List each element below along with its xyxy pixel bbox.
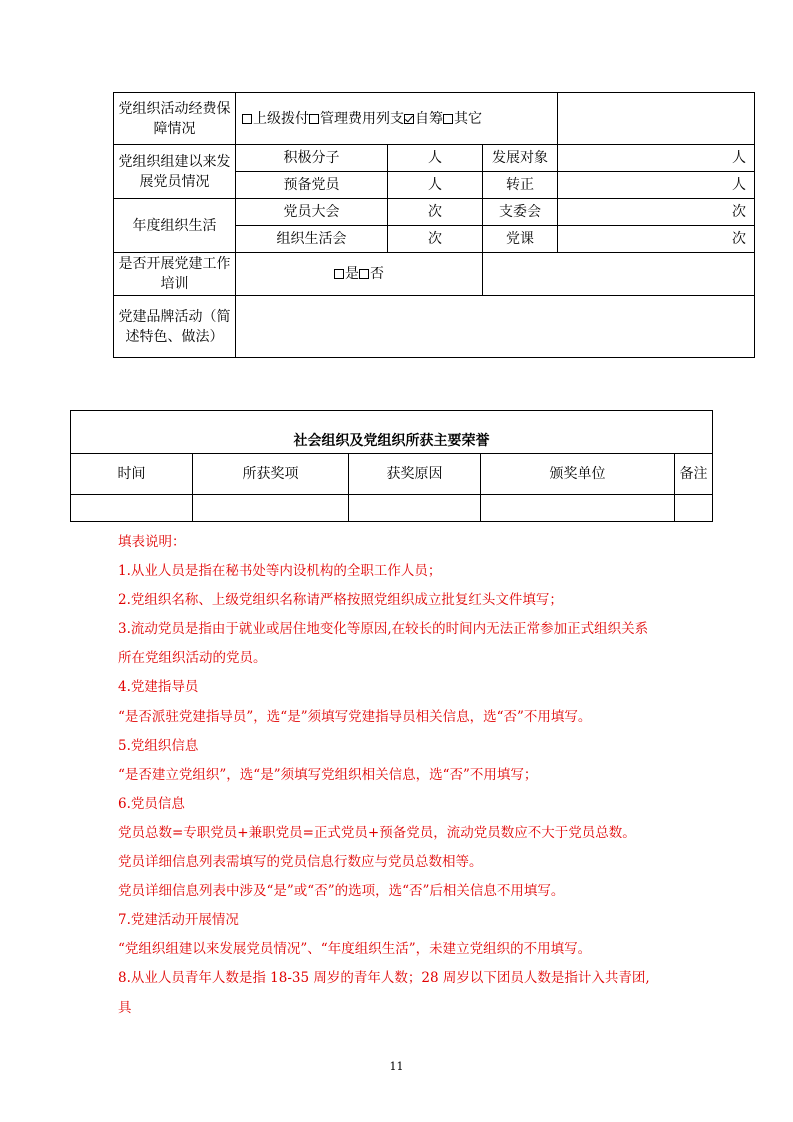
funding-label: 党组织活动经费保障情况 xyxy=(114,93,236,145)
training-blank[interactable] xyxy=(483,253,755,296)
no-option[interactable]: 否 xyxy=(370,266,384,282)
party-activity-table xyxy=(113,92,755,358)
probationary-unit[interactable]: 人 xyxy=(388,172,483,199)
honors-title: 社会组织及党组织所获主要荣誉 xyxy=(71,411,713,454)
note-line: 具 xyxy=(118,999,132,1016)
header-remark: 备注 xyxy=(675,454,713,495)
general-meeting-unit[interactable]: 次 xyxy=(388,199,483,226)
note-line: 5.党组织信息 xyxy=(118,737,199,754)
funding-option[interactable]: 上级拨付 xyxy=(242,111,309,127)
dev-targets-unit[interactable]: 人 xyxy=(558,145,755,172)
cell-award[interactable] xyxy=(193,495,349,522)
funding-options xyxy=(236,93,558,145)
life-meeting-label: 组织生活会 xyxy=(236,226,388,253)
header-reason: 获奖原因 xyxy=(349,454,481,495)
yes-option[interactable]: 是 xyxy=(345,266,359,282)
activists-unit[interactable]: 人 xyxy=(388,145,483,172)
note-line: 党员详细信息列表中涉及“是”或“否”的选项，选“否”后相关信息不用填写。 xyxy=(118,883,565,900)
training-label: 是否开展党建工作培训 xyxy=(114,253,236,296)
branch-committee-label: 支委会 xyxy=(483,199,558,226)
cell-issuer[interactable] xyxy=(481,495,675,522)
note-line: 3.流动党员是指由于就业或居住地变化等原因,在较长的时间内无法正常参加正式组织关系 xyxy=(118,621,649,638)
life-meeting-unit[interactable]: 次 xyxy=(388,226,483,253)
training-options xyxy=(236,253,483,296)
full-member-unit[interactable]: 人 xyxy=(558,172,755,199)
activists-label: 积极分子 xyxy=(236,145,388,172)
checkbox-icon[interactable] xyxy=(334,269,344,279)
checkbox-icon[interactable] xyxy=(359,269,369,279)
note-line: 党员总数=专职党员+兼职党员=正式党员+预备党员，流动党员数应不大于党员总数。 xyxy=(118,824,636,841)
cell-reason[interactable] xyxy=(349,495,481,522)
funding-option[interactable]: 自筹 xyxy=(404,111,443,127)
brand-blank[interactable] xyxy=(236,296,755,358)
probationary-label: 预备党员 xyxy=(236,172,388,199)
header-award: 所获奖项 xyxy=(193,454,349,495)
notes-heading: 填表说明： xyxy=(118,534,186,550)
note-line: 8.从业人员青年人数是指 18-35 周岁的青年人数；28 周岁以下团员人数是指计入共青团, xyxy=(118,970,650,987)
checkbox-icon[interactable] xyxy=(242,114,252,124)
note-line: “是否建立党组织”，选“是”须填写党组织相关信息，选“否”不用填写； xyxy=(118,766,538,783)
members-label: 党组织组建以来发展党员情况 xyxy=(114,145,236,199)
branch-committee-unit[interactable]: 次 xyxy=(558,199,755,226)
header-time: 时间 xyxy=(71,454,193,495)
party-class-unit[interactable]: 次 xyxy=(558,226,755,253)
funding-option[interactable]: 管理费用列支 xyxy=(309,111,404,127)
life-label: 年度组织生活 xyxy=(114,199,236,253)
cell-time[interactable] xyxy=(71,495,193,522)
full-member-label: 转正 xyxy=(483,172,558,199)
note-line: 1.从业人员是指在秘书处等内设机构的全职工作人员； xyxy=(118,563,442,580)
party-class-label: 党课 xyxy=(483,226,558,253)
note-line: 7.党建活动开展情况 xyxy=(118,912,239,929)
cell-remark[interactable] xyxy=(675,495,713,522)
general-meeting-label: 党员大会 xyxy=(236,199,388,226)
note-line: “党组织组建以来发展党员情况”、“年度组织生活”，未建立党组织的不用填写。 xyxy=(118,941,592,958)
brand-label: 党建品牌活动（简述特色、做法） xyxy=(114,296,236,358)
note-line: 4.党建指导员 xyxy=(118,679,199,696)
checked-checkbox-icon[interactable] xyxy=(404,114,414,124)
note-line: 2.党组织名称、上级党组织名称请严格按照党组织成立批复红头文件填写； xyxy=(118,592,563,609)
funding-option[interactable]: 其它 xyxy=(443,111,482,127)
dev-targets-label: 发展对象 xyxy=(483,145,558,172)
note-line: 党员详细信息列表需填写的党员信息行数应与党员总数相等。 xyxy=(118,854,483,871)
checkbox-icon[interactable] xyxy=(309,114,319,124)
filling-instructions xyxy=(118,532,708,1027)
checkbox-icon[interactable] xyxy=(443,114,453,124)
honors-table xyxy=(70,410,713,522)
note-line: 6.党员信息 xyxy=(118,795,185,812)
note-line: “是否派驻党建指导员”，选“是”须填写党建指导员相关信息，选“否”不用填写。 xyxy=(118,708,592,725)
page-number: 11 xyxy=(389,1060,404,1073)
note-line: 所在党组织活动的党员。 xyxy=(118,650,267,667)
header-issuer: 颁奖单位 xyxy=(481,454,675,495)
funding-blank[interactable] xyxy=(558,93,755,145)
